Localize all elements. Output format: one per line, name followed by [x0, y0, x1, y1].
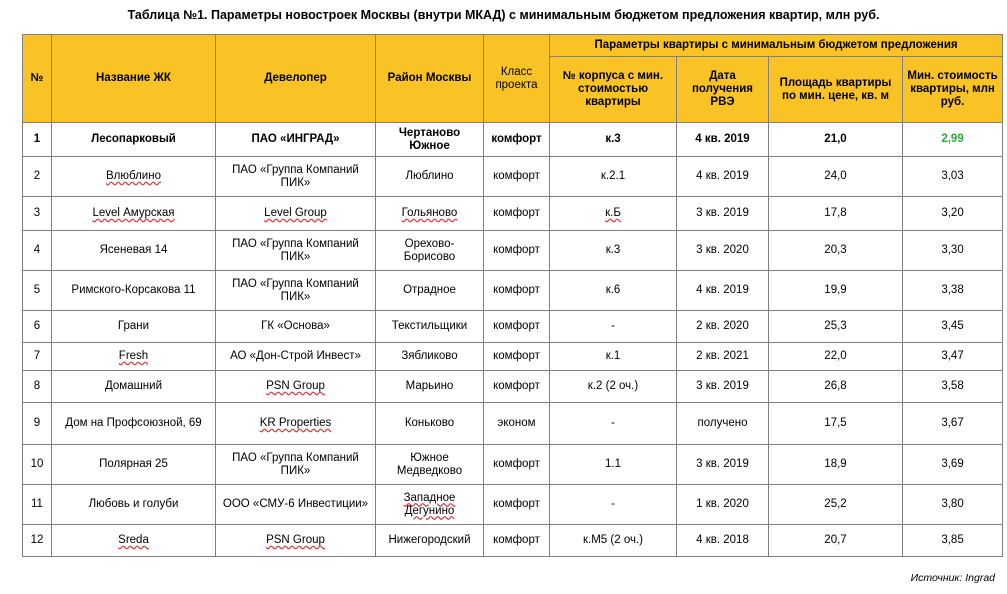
cell-date: 2 кв. 2021 — [677, 343, 769, 371]
table-row — [23, 197, 1003, 231]
cell-name — [52, 525, 216, 557]
cell-date: 4 кв. 2019 — [677, 123, 769, 157]
cell-developer: ПАО «Группа Компаний ПИК» — [216, 445, 376, 485]
table-row — [23, 485, 1003, 525]
header-building: № корпуса с мин. стоимостью квартиры — [550, 57, 677, 123]
cell-price: 3,69 — [903, 445, 1003, 485]
cell-class: комфорт — [484, 123, 550, 157]
table-row — [23, 343, 1003, 371]
cell-area: 20,7 — [769, 525, 903, 557]
cell-developer — [216, 525, 376, 557]
cell-district: Орехово-Борисово — [376, 231, 484, 271]
cell-district: Зябликово — [376, 343, 484, 371]
cell-developer-text: PSN Group — [266, 534, 325, 546]
cell-price: 3,30 — [903, 231, 1003, 271]
cell-name-text: Fresh — [118, 350, 149, 362]
cell-num: 2 — [23, 157, 52, 197]
table-row — [23, 371, 1003, 403]
cell-name — [52, 197, 216, 231]
cell-price: 3,20 — [903, 197, 1003, 231]
cell-class: комфорт — [484, 157, 550, 197]
cell-date: 4 кв. 2019 — [677, 157, 769, 197]
cell-building: к.2.1 — [550, 157, 677, 197]
cell-num: 9 — [23, 403, 52, 445]
cell-building: 1.1 — [550, 445, 677, 485]
cell-building — [550, 197, 677, 231]
cell-name — [52, 157, 216, 197]
cell-name: Грани — [52, 311, 216, 343]
cell-area: 25,2 — [769, 485, 903, 525]
cell-developer-text: PSN Group — [266, 380, 325, 392]
cell-developer: ООО «СМУ-6 Инвестиции» — [216, 485, 376, 525]
cell-building: - — [550, 485, 677, 525]
header-district: Район Москвы — [376, 35, 484, 123]
table-row — [23, 311, 1003, 343]
table-row — [23, 231, 1003, 271]
cell-class: комфорт — [484, 231, 550, 271]
cell-num: 11 — [23, 485, 52, 525]
cell-price: 3,03 — [903, 157, 1003, 197]
novostroiki-table — [22, 34, 1003, 557]
table-row — [23, 271, 1003, 311]
cell-district: Люблино — [376, 157, 484, 197]
cell-district-text: Гольяново — [401, 207, 458, 219]
cell-developer: ГК «Основа» — [216, 311, 376, 343]
cell-class: комфорт — [484, 525, 550, 557]
cell-price: 3,58 — [903, 371, 1003, 403]
cell-district: Коньково — [376, 403, 484, 445]
cell-developer: ПАО «ИНГРАД» — [216, 123, 376, 157]
cell-area: 22,0 — [769, 343, 903, 371]
cell-date: 2 кв. 2020 — [677, 311, 769, 343]
cell-num: 5 — [23, 271, 52, 311]
cell-name: Римского-Корсакова 11 — [52, 271, 216, 311]
cell-area: 19,9 — [769, 271, 903, 311]
table-row — [23, 157, 1003, 197]
cell-name: Лесопарковый — [52, 123, 216, 157]
cell-building-text: к.Б — [605, 207, 621, 219]
cell-developer: АО «Дон-Строй Инвест» — [216, 343, 376, 371]
cell-price-best: 2,99 — [903, 123, 1003, 157]
cell-district: Марьино — [376, 371, 484, 403]
header-developer: Девелопер — [216, 35, 376, 123]
source-note: Источник: Ingrad — [910, 572, 995, 584]
cell-class: комфорт — [484, 343, 550, 371]
cell-num: 8 — [23, 371, 52, 403]
cell-district-text: Западное Дегунино — [403, 491, 456, 517]
cell-name-text: Влюблино — [106, 170, 161, 182]
cell-name: Полярная 25 — [52, 445, 216, 485]
table-row — [23, 403, 1003, 445]
cell-name: Дом на Профсоюзной, 69 — [52, 403, 216, 445]
cell-date: 3 кв. 2019 — [677, 197, 769, 231]
cell-date: 3 кв. 2020 — [677, 231, 769, 271]
cell-developer-text: KR Properties — [259, 417, 332, 429]
cell-class: комфорт — [484, 485, 550, 525]
cell-num: 1 — [23, 123, 52, 157]
cell-class: комфорт — [484, 271, 550, 311]
header-name: Название ЖК — [52, 35, 216, 123]
header-class: Класс проекта — [484, 35, 550, 123]
cell-building: к.2 (2 оч.) — [550, 371, 677, 403]
cell-area: 18,9 — [769, 445, 903, 485]
cell-building: к.3 — [550, 123, 677, 157]
cell-district: Отрадное — [376, 271, 484, 311]
cell-building: к.6 — [550, 271, 677, 311]
cell-area: 26,8 — [769, 371, 903, 403]
cell-area: 21,0 — [769, 123, 903, 157]
cell-class: комфорт — [484, 311, 550, 343]
table-row — [23, 445, 1003, 485]
cell-area: 24,0 — [769, 157, 903, 197]
cell-date: 3 кв. 2019 — [677, 371, 769, 403]
cell-price: 3,85 — [903, 525, 1003, 557]
cell-name-text: Sreda — [118, 534, 149, 546]
cell-developer: ПАО «Группа Компаний ПИК» — [216, 271, 376, 311]
cell-district: Чертаново Южное — [376, 123, 484, 157]
cell-district: Нижегородский — [376, 525, 484, 557]
cell-class: комфорт — [484, 371, 550, 403]
cell-developer: ПАО «Группа Компаний ПИК» — [216, 157, 376, 197]
cell-area: 17,8 — [769, 197, 903, 231]
cell-price: 3,45 — [903, 311, 1003, 343]
header-price: Мин. стоимость квартиры, млн руб. — [903, 57, 1003, 123]
cell-price: 3,38 — [903, 271, 1003, 311]
cell-developer — [216, 403, 376, 445]
cell-name: Ясеневая 14 — [52, 231, 216, 271]
cell-num: 4 — [23, 231, 52, 271]
cell-num: 6 — [23, 311, 52, 343]
cell-building: к.М5 (2 оч.) — [550, 525, 677, 557]
cell-district: Текстильщики — [376, 311, 484, 343]
cell-num: 7 — [23, 343, 52, 371]
header-date: Дата получения РВЭ — [677, 57, 769, 123]
cell-date: получено — [677, 403, 769, 445]
cell-building: к.1 — [550, 343, 677, 371]
cell-building: - — [550, 403, 677, 445]
cell-name — [52, 343, 216, 371]
cell-area: 17,5 — [769, 403, 903, 445]
cell-date: 3 кв. 2019 — [677, 445, 769, 485]
cell-name: Любовь и голуби — [52, 485, 216, 525]
table-row — [23, 123, 1003, 157]
table-title: Таблица №1. Параметры новостроек Москвы (внутри МКАД) с минимальным бюджетом предложения квартир, млн руб. — [127, 8, 880, 22]
cell-district — [376, 197, 484, 231]
cell-num: 12 — [23, 525, 52, 557]
cell-class: эконом — [484, 403, 550, 445]
cell-price: 3,67 — [903, 403, 1003, 445]
cell-developer — [216, 371, 376, 403]
cell-building: - — [550, 311, 677, 343]
cell-district — [376, 485, 484, 525]
cell-date: 1 кв. 2020 — [677, 485, 769, 525]
header-group: Параметры квартиры с минимальным бюджетом предложения — [550, 35, 1003, 57]
cell-developer-text: Level Group — [264, 207, 327, 219]
cell-name-text: Level Амурская — [92, 207, 175, 219]
cell-building: к.3 — [550, 231, 677, 271]
cell-area: 25,3 — [769, 311, 903, 343]
header-area: Площадь квартиры по мин. цене, кв. м — [769, 57, 903, 123]
cell-district: Южное Медведково — [376, 445, 484, 485]
cell-developer: ПАО «Группа Компаний ПИК» — [216, 231, 376, 271]
cell-area: 20,3 — [769, 231, 903, 271]
table-row — [23, 525, 1003, 557]
cell-price: 3,80 — [903, 485, 1003, 525]
cell-class: комфорт — [484, 197, 550, 231]
cell-class: комфорт — [484, 445, 550, 485]
cell-num: 10 — [23, 445, 52, 485]
cell-developer — [216, 197, 376, 231]
cell-date: 4 кв. 2019 — [677, 271, 769, 311]
header-num: № — [23, 35, 52, 123]
cell-name: Домашний — [52, 371, 216, 403]
cell-price: 3,47 — [903, 343, 1003, 371]
cell-date: 4 кв. 2018 — [677, 525, 769, 557]
cell-num: 3 — [23, 197, 52, 231]
